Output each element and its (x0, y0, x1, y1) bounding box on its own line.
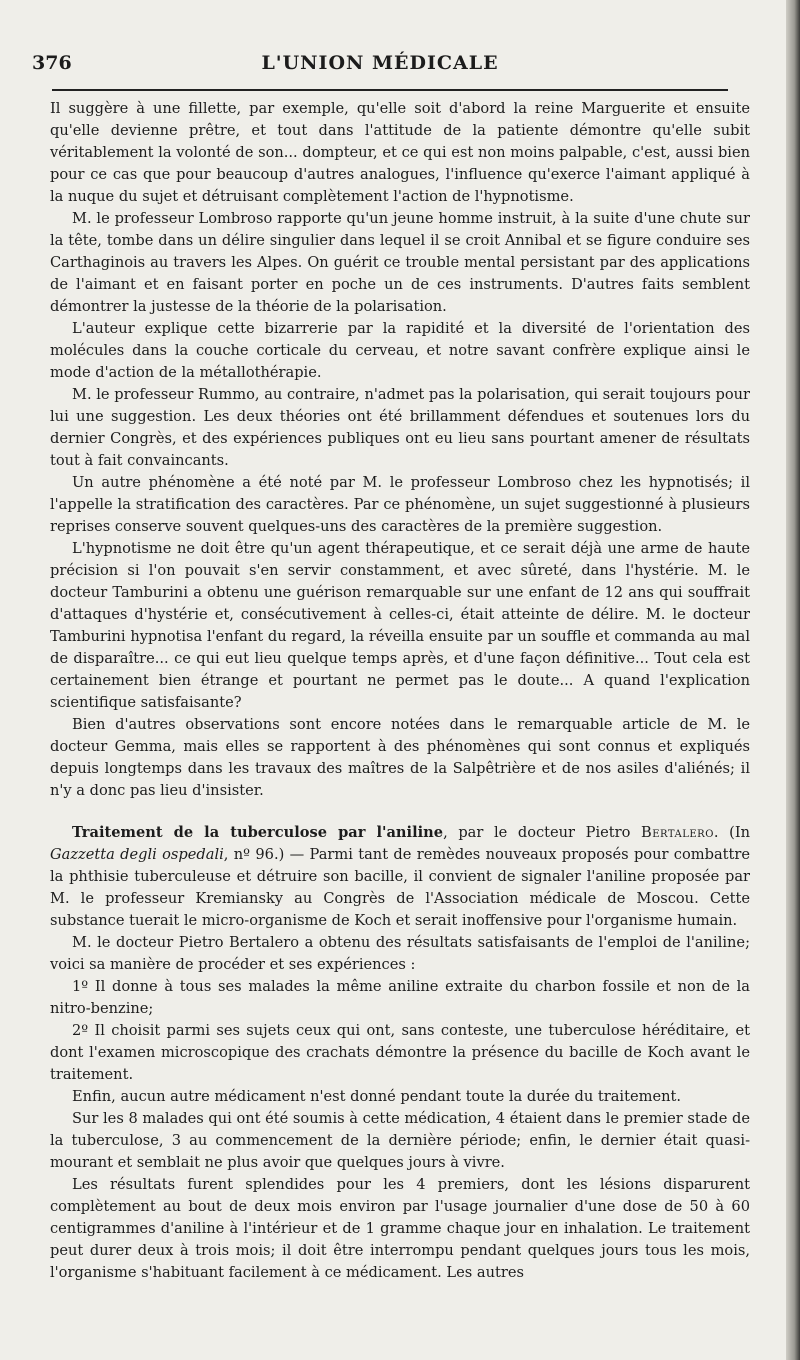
page-number: 376 (32, 52, 72, 74)
section-author: Bertalero (641, 824, 714, 841)
paragraph: Sur les 8 malades qui ont été soumis à cette médication, 4 étaient dans le premier stade de la tuberculose, 3 au commencement de la dernière période; enfin, le dernier était quasi-mourant et semblait ne plus avoir que quelques jours à vivre. (50, 1110, 750, 1171)
section-journal: Gazzetta degli ospedali (50, 846, 224, 863)
paragraph: Enfin, aucun autre médicament n'est donné pendant toute la durée du traitement. (72, 1088, 681, 1105)
paragraph: Les résultats furent splendides pour les 4 premiers, dont les lésions disparurent complètement au bout de deux mois environ par l'usage journalier d'une dose de 50 à 60 centigrammes d'aniline à l'intérieur et de 1 gramme chaque jour en inhalation. Le traitement peut durer deux à trois mois; il doit être interrompu pendant quelques jours tous les mois, l'organisme s'habituant facilement à ce médicament. Les autres (50, 1176, 750, 1281)
paragraph: Un autre phénomène a été noté par M. le professeur Lombroso chez les hypnotisés; il l'appelle la stratification des caractères. Par ce phénomène, un sujet suggestionné à plusieurs reprises conserve souvent quelques-uns des caractères de la première suggestion. (50, 474, 750, 535)
section-title: Traitement de la tuberculose par l'aniline (72, 824, 444, 841)
running-title: L'UNION MÉDICALE (261, 52, 499, 74)
paragraph: L'hypnotisme ne doit être qu'un agent thérapeutique, et ce serait déjà une arme de haute précision si l'on pouvait s'en servir constamment, et avec sûreté, dans l'hystérie. M. le docteur Tamburini a obtenu une guérison remarquable sur une enfant de 12 ans qui souffrait d'attaques d'hystérie et, consécutivement à celles-ci, était atteinte de délire. M. le docteur Tamburini hypnotisa l'enfant du regard, la réveilla ensuite par un souffle et commanda au mal de disparaître... ce qui eut lieu quelque temps après, et d'une façon définitive... Tout cela est certainement bien étrange et pourtant ne permet pas le doute... A quand l'explication scientifique satisfaisante? (50, 540, 750, 711)
section-byline: , par le docteur Pietro (443, 824, 641, 841)
paragraph: Il suggère à une fillette, par exemple, qu'elle soit d'abord la reine Marguerite et ensuite qu'elle devienne prêtre, et tout dans l'attitude de la patiente démontre qu'elle subit véritablement la volonté de son... dompteur, et ce qui est non moins palpable, c'est, aussi bien pour ce cas que pour beaucoup d'autres analogues, l'influence qu'exerce l'aimant appliqué à la nuque du sujet et détruisant complètement l'action de l'hypnotisme. (50, 100, 750, 205)
paragraph: Bien d'autres observations sont encore notées dans le remarquable article de M. le docteur Gemma, mais elles se rapportent à des phénomènes qui sont connus et expliqués depuis longtemps dans les travaux des maîtres de la Salpêtrière et de nos asiles d'aliénés; il n'y a donc pas lieu d'insister. (50, 716, 750, 799)
paragraph: M. le professeur Rummo, au contraire, n'admet pas la polarisation, qui serait toujours pour lui une suggestion. Les deux théories ont été brillamment défendues et soutenues lors du dernier Congrès, et des expériences publiques ont eu lieu sans pourtant amener de résultats tout à fait convaincants. (50, 386, 750, 469)
header-rule (52, 89, 728, 91)
paragraph: 2º Il choisit parmi ses sujets ceux qui ont, sans conteste, une tuberculose héréditaire, et dont l'examen microscopique des crachats démontre la présence du bacille de Koch avant le traitement. (50, 1022, 750, 1083)
page-binding-edge (786, 0, 800, 1360)
paragraph: L'auteur explique cette bizarrerie par la rapidité et la diversité de l'orientation des molécules dans la couche corticale du cerveau, et notre savant confrère explique ainsi le mode d'action de la métallothérapie. (50, 320, 750, 381)
paragraph: 1º Il donne à tous ses malades la même aniline extraite du charbon fossile et non de la nitro-benzine; (50, 978, 750, 1017)
section-paragraph (50, 822, 750, 932)
section-source-text: , nº 96.) — Parmi tant de remèdes nouveaux proposés pour combattre la phthisie tuberculeuse et détruire son bacille, il convient de signaler l'aniline proposée par M. le professeur Kremiansky au Congrès de l'Association médicale de Moscou. Cette substance tuerait le micro-organisme de Koch et serait inoffensive pour l'organisme humain. (50, 846, 750, 929)
article-body (50, 98, 750, 1284)
page-header (32, 48, 728, 84)
section-source-prefix: . (In (713, 824, 750, 841)
paragraph: M. le professeur Lombroso rapporte qu'un jeune homme instruit, à la suite d'une chute sur la tête, tombe dans un délire singulier dans lequel il se croit Annibal et se figure conduire ses Carthaginois au travers les Alpes. On guérit ce trouble mental persistant par des applications de l'aimant et en faisant porter en poche un de ces instruments. D'autres faits semblent démontrer la justesse de la théorie de la polarisation. (50, 210, 750, 315)
paragraph: M. le docteur Pietro Bertalero a obtenu des résultats satisfaisants de l'emploi de l'aniline; voici sa manière de procéder et ses expériences : (50, 934, 750, 973)
